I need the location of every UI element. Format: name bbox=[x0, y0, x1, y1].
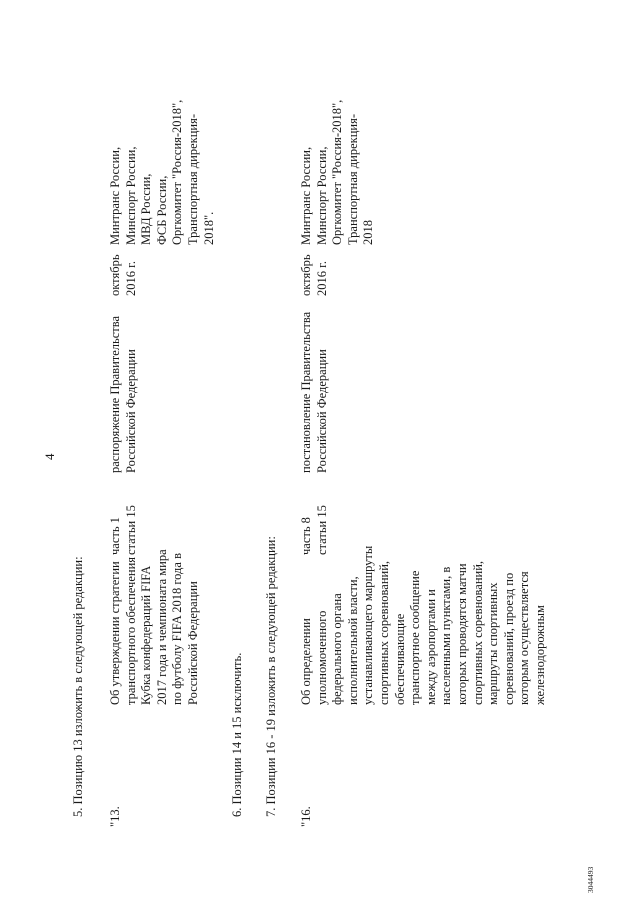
title-line: уполномоченного bbox=[314, 610, 329, 705]
title-line: исполнительной власти, bbox=[345, 576, 360, 705]
executors-line: Оргкомитет "Россия-2018", bbox=[170, 99, 185, 245]
title-line: 2017 года и чемпионата мира bbox=[154, 549, 169, 705]
executors-line: Минспорт России, bbox=[123, 146, 138, 245]
title-cell bbox=[108, 549, 202, 705]
act-line: Российской Федерации bbox=[123, 349, 138, 473]
basis-cell bbox=[299, 505, 330, 555]
title-line: соревнований, проезд по bbox=[501, 572, 516, 705]
executors-line: Транспортная дирекция- bbox=[345, 113, 360, 245]
executors-line: 2018". bbox=[201, 211, 216, 245]
title-line: населенными пунктами, в bbox=[439, 566, 454, 705]
title-line: спортивных соревнований, bbox=[470, 560, 485, 705]
title-line: устанавливающего маршруты bbox=[361, 545, 376, 705]
title-cell bbox=[299, 546, 549, 705]
act-cell bbox=[299, 312, 330, 473]
title-line: железнодорожным bbox=[532, 605, 547, 705]
instruction-6: 6. Позиции 14 и 15 исключить. bbox=[230, 652, 244, 817]
title-line: спортивных соревнований, bbox=[376, 560, 391, 705]
page-number: 4 bbox=[42, 453, 57, 460]
executors-line: Транспортная дирекция- bbox=[185, 113, 200, 245]
row-number-cell: "16. bbox=[299, 806, 313, 827]
basis-cell bbox=[108, 505, 139, 555]
executors-line: 2018 bbox=[361, 220, 376, 245]
title-line: обеспечивающие bbox=[392, 613, 407, 705]
act-line: Российской Федерации bbox=[314, 349, 329, 473]
row-number-cell: "13. bbox=[108, 806, 122, 827]
title-line: которым осуществляется bbox=[517, 571, 532, 705]
term-cell bbox=[108, 254, 139, 296]
title-line: по футболу FIFA 2018 года в bbox=[170, 553, 185, 705]
title-line: транспортного обеспечения bbox=[123, 556, 138, 705]
title-line: маршруты спортивных bbox=[486, 582, 501, 705]
instruction-5: 5. Позицию 13 изложить в следующей редакции: bbox=[71, 556, 85, 817]
basis-line: часть 8 bbox=[299, 517, 313, 555]
title-line: Об утверждении стратегии bbox=[108, 561, 122, 705]
executors-line: ФСБ России, bbox=[154, 175, 169, 245]
executors-line: МВД России, bbox=[139, 173, 154, 245]
term-line: 2016 г. bbox=[123, 261, 138, 296]
basis-line: часть 1 bbox=[108, 517, 122, 555]
title-line: Российской Федерации bbox=[185, 581, 200, 705]
basis-line: статьи 15 bbox=[123, 505, 138, 555]
executors-line: Минспорт России, bbox=[314, 146, 329, 245]
term-line: октябрь bbox=[299, 254, 313, 296]
term-line: октябрь bbox=[108, 254, 122, 296]
title-line: транспортное сообщение bbox=[408, 570, 423, 705]
act-cell bbox=[108, 316, 139, 473]
document-code: 3044493 bbox=[586, 866, 595, 893]
title-line: Кубка конфедераций FIFA bbox=[139, 565, 154, 705]
title-line: между аэропортами и bbox=[423, 589, 438, 705]
title-line: Об определении bbox=[299, 618, 313, 705]
basis-line: статьи 15 bbox=[314, 505, 329, 555]
executors-cell bbox=[299, 100, 377, 245]
executors-line: Минтранс России, bbox=[108, 146, 122, 245]
executors-line: Оргкомитет "Россия-2018", bbox=[330, 99, 345, 245]
executors-cell bbox=[108, 100, 217, 245]
title-line: федерального органа bbox=[330, 593, 345, 705]
term-line: 2016 г. bbox=[314, 261, 329, 296]
act-line: распоряжение Правительства bbox=[108, 315, 122, 473]
act-line: постановление Правительства bbox=[299, 311, 313, 473]
instruction-7: 7. Позиции 16 - 19 изложить в следующей редакции: bbox=[264, 536, 278, 817]
term-cell bbox=[299, 254, 330, 296]
title-line: которых проводятся матчи bbox=[454, 563, 469, 705]
executors-line: Минтранс России, bbox=[299, 146, 313, 245]
